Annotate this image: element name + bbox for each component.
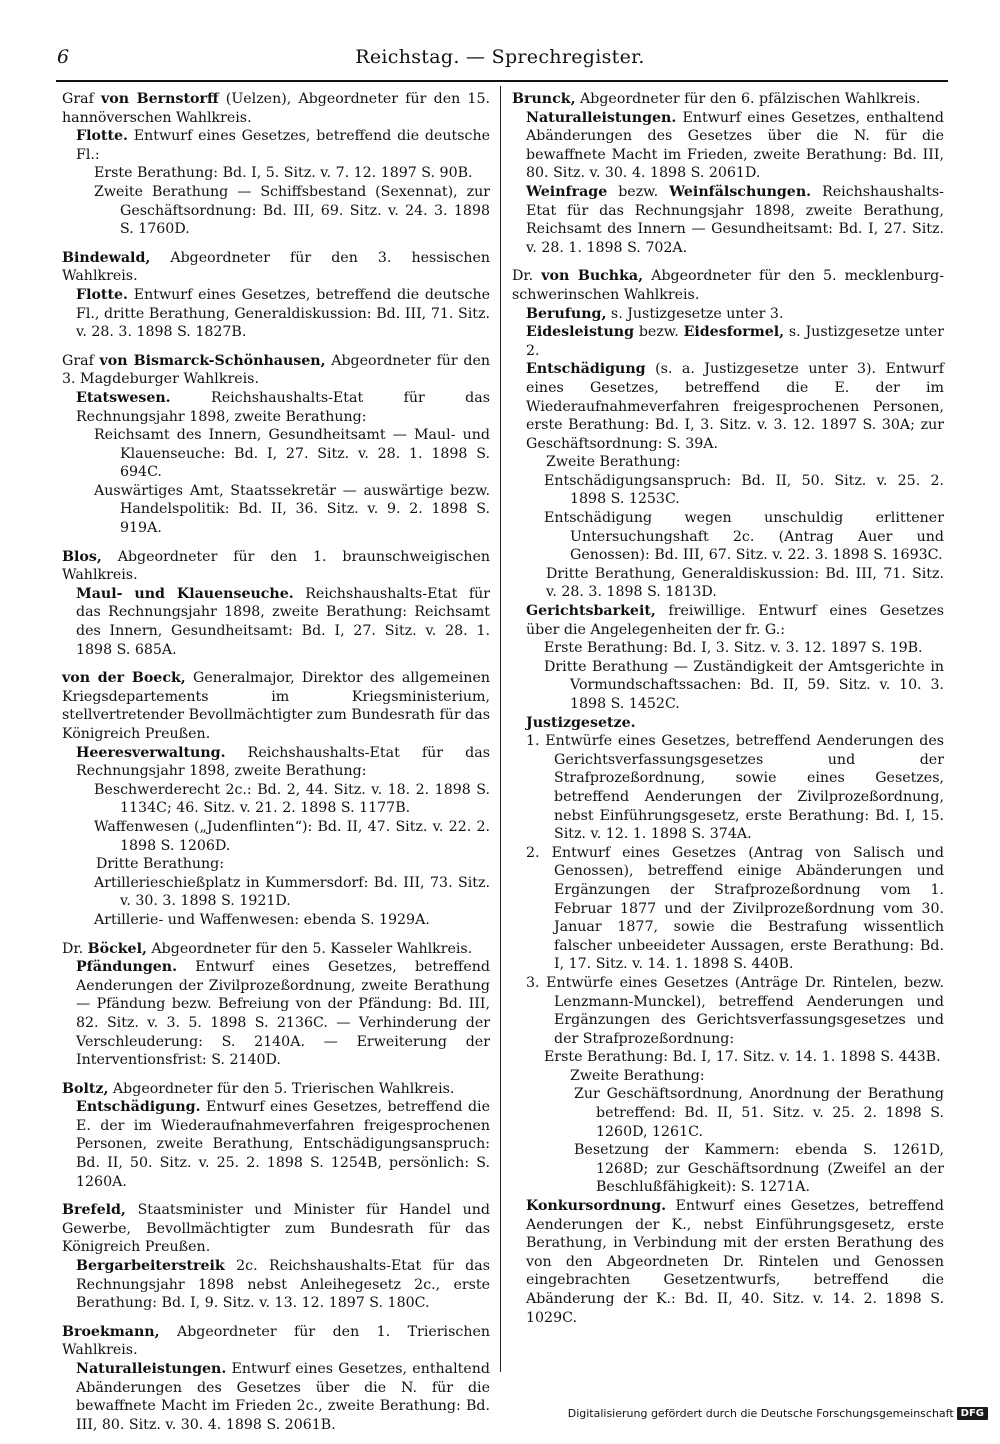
register-entry [512, 90, 944, 257]
entry-line [94, 164, 490, 183]
entry-heading [62, 352, 490, 389]
entry-text: Entschädigungsanspruch: Bd. II, 50. Sitz. v. 25. 2. 1898 S. 1253C. [544, 472, 944, 508]
entry-line [526, 974, 944, 1048]
register-entry [62, 1080, 490, 1192]
entry-text: Zweite Berathung: [546, 454, 681, 471]
entry-line [76, 958, 490, 1070]
subject-keyword: Entschädigung. [76, 1099, 201, 1116]
speaker-name: von Bismarck-Schönhausen, [99, 352, 326, 369]
entry-line [574, 1085, 944, 1141]
register-entry [62, 940, 490, 1070]
entry-line [76, 585, 490, 659]
entry-text: Abgeordneter für den 5. Trierischen Wahlkreis. [108, 1080, 455, 1097]
footer-text: Digitalisierung gefördert durch die Deutsche Forschungsgemeinschaft [567, 1407, 954, 1420]
entry-line [526, 714, 944, 733]
register-entry [62, 249, 490, 342]
entry-text: Abgeordneter für den 5. mecklenburg-schwerinschen Wahlkreis. [512, 268, 945, 303]
column-divider [500, 86, 501, 1372]
speaker-name: Broekmann, [62, 1323, 160, 1340]
entry-text: bezw. [634, 324, 684, 341]
entry-text: Reichsamt des Innern, Gesundheitsamt — Maul- und Klauenseuche: Bd. I, 27. Sitz. v. 28. 1. 1898 S. 694C. [94, 427, 490, 481]
entry-line [526, 732, 944, 844]
speaker-name: Blos, [62, 548, 102, 565]
entry-text: s. Justizgesetze unter 3. [606, 305, 784, 322]
entry-line [526, 844, 944, 974]
entry-text: Besetzung der Kammern: ebenda S. 1261D, 1268D; zur Geschäftsordnung (Zweifel an der Beschlußfähigkeit): S. 1271A. [574, 1142, 944, 1196]
entry-heading [62, 669, 490, 743]
speaker-name: Böckel, [87, 940, 147, 957]
entry-line [526, 602, 944, 639]
dfg-logo: DFG [957, 1407, 988, 1420]
subject-keyword: Pfändungen. [76, 959, 178, 976]
subject-keyword: Berufung, [526, 305, 607, 322]
entry-line [94, 426, 490, 482]
subject-keyword: Weinfälschungen. [669, 183, 812, 200]
entry-line [544, 472, 944, 509]
subject-keyword: Flotte. [76, 128, 128, 145]
page-number: 6 [57, 46, 70, 68]
entry-text: Dr. [62, 940, 88, 957]
entry-heading [62, 249, 490, 286]
entry-line [526, 183, 944, 257]
entry-heading [62, 1080, 490, 1099]
subject-keyword: Heeresverwaltung. [76, 744, 226, 761]
entry-text: s. Justizgesetze unter 2. [526, 324, 944, 359]
entry-text: Staatsminister und Minister für Handel und Gewerbe, Bevollmächtigter zum Bundesrath für das Königreich Preußen. [62, 1202, 490, 1256]
entry-text: Abgeordneter für den 1. braunschweigischen Wahlkreis. [62, 548, 490, 584]
entry-text: Artillerie- und Waffenwesen: ebenda S. 1929A. [94, 911, 430, 928]
footer [568, 1407, 988, 1420]
subject-keyword: Etatswesen. [76, 389, 171, 406]
entry-line [544, 1048, 944, 1067]
entry-line [76, 1360, 490, 1434]
entry-line [94, 874, 490, 911]
entry-text: Zweite Berathung — Schiffsbestand (Sexennat), zur Geschäftsordnung: Bd. III, 69. Sitz. v. 24. 3. 1898 S. 1760D. [94, 183, 490, 238]
entry-text: 2c. Reichshaushalts-Etat für das Rechnungsjahr 1898 nebst Anleihegesetz 2c., erste Berathung: Bd. I, 9. Sitz. v. 13. 12. 1897 S. 180C. [76, 1258, 490, 1312]
entry-heading [62, 90, 490, 127]
entry-line [570, 1067, 944, 1086]
entry-line [94, 183, 490, 239]
subject-keyword: Eidesleistung [526, 324, 635, 341]
entry-line [526, 1197, 944, 1327]
entry-heading [512, 90, 944, 109]
entry-text: Entschädigung wegen unschuldig erlittener Untersuchungshaft 2c. (Antrag Auer und Genossen): Bd. III, 67. Sitz. v. 22. 3. 1898 S. 1693C. [544, 510, 944, 564]
running-head: Reichstag. — Sprechregister. [355, 46, 645, 68]
subject-keyword: Justizgesetze. [526, 714, 636, 731]
subject-keyword: Konkursordnung. [526, 1198, 667, 1215]
entry-line [76, 1098, 490, 1191]
entry-text: (s. a. Justizgesetze unter 3). Entwurf eines Gesetzes, betreffend die E. der im Wiederaufnahmeverfahren freigesprochenen Personen, erste Berathung: Bd. I, 3. Sitz. v. 3. 12. 1897 S. 30A; zur Geschäftsordnung: S. 39A. [526, 361, 944, 452]
register-entry [62, 90, 490, 239]
speaker-name: Bindewald, [62, 249, 151, 266]
entry-line [526, 323, 944, 360]
entry-text: Entwurf eines Gesetzes, betreffend die deutsche Fl., dritte Berathung, Generaldiskussion: Bd. III, 71. Sitz. v. 28. 3. 1898 S. 1827B. [76, 286, 490, 341]
entry-line [76, 389, 490, 426]
subject-keyword: Bergarbeiterstreik [76, 1258, 225, 1275]
entry-text: Zur Geschäftsordnung, Anordnung der Berathung betreffend: Bd. II, 51. Sitz. v. 25. 2. 1898 S. 1260D, 1261C. [574, 1086, 944, 1140]
entry-heading [512, 267, 944, 304]
entry-text: Dritte Berathung — Zuständigkeit der Amtsgerichte in Vormundschaftssachen: Bd. II, 59. Sitz. v. 10. 3. 1898 S. 1452C. [544, 658, 944, 712]
subject-keyword: Maul- und Klauenseuche. [76, 585, 294, 602]
entry-line [544, 509, 944, 565]
entry-text: Generalmajor, Direktor des allgemeinen Kriegsdepartements im Kriegsministerium, stellvertretender Bevollmächtigter zum Bundesrath für das Königreich Preußen. [62, 670, 490, 742]
entry-heading [62, 1201, 490, 1257]
entry-text: bezw. [607, 183, 670, 200]
entry-line [96, 855, 490, 874]
entry-text: freiwillige. Entwurf eines Gesetzes über die Angelegenheiten der fr. G.: [526, 603, 944, 638]
entry-text: Graf [62, 91, 102, 107]
entry-text: Waffenwesen („Judenflinten“): Bd. II, 47. Sitz. v. 22. 2. 1898 S. 1206D. [94, 818, 490, 854]
entry-line [526, 360, 944, 453]
register-entry [62, 1323, 490, 1435]
entry-heading [62, 940, 490, 959]
entry-line [76, 127, 490, 164]
entry-heading [62, 548, 490, 585]
entry-text: Artillerieschießplatz in Kummersdorf: Bd. III, 73. Sitz. v. 30. 3. 1898 S. 1921D. [94, 874, 490, 910]
entry-text: Abgeordneter für den 3. Magdeburger Wahlkreis. [62, 352, 490, 388]
entry-line [94, 482, 490, 538]
entry-line [544, 639, 944, 658]
left-column [62, 90, 490, 1444]
speaker-name: Boltz, [62, 1080, 109, 1097]
register-entry [62, 352, 490, 538]
entry-text: Beschwerderecht 2c.: Bd. 2, 44. Sitz. v. 18. 2. 1898 S. 1134C; 46. Sitz. v. 21. 2. 1898 S. 1177B. [94, 781, 490, 817]
entry-text: Entwurf eines Gesetzes, betreffend Aenderungen der K., nebst Einführungsgesetz, erste Berathung, in Verbindung mit der ersten Berathung des von den Abgeordneten Dr. Rintelen und Genossen eingebrachten Gesetzentwurfs, betreffend die Abänderung der K.: Bd. II, 40. Sitz. v. 14. 2. 1898 S. 1029C. [526, 1198, 944, 1326]
entry-line [546, 565, 944, 602]
entry-text: 3. Entwürfe eines Gesetzes (Anträge Dr. Rintelen, bezw. Lenzmann-Munckel), betreffend Aenderungen und Ergänzungen des Gerichtsverfassungsgesetzes und der Strafprozeßordnung: [526, 974, 944, 1047]
entry-line [76, 1257, 490, 1313]
entry-line [526, 109, 944, 183]
register-entry [62, 1201, 490, 1313]
entry-text: 1. Entwürfe eines Gesetzes, betreffend Aenderungen des Gerichtsverfassungsgesetzes und der Strafprozeßordnung, sowie eines Gesetzes, betreffend Aenderungen der Zivilprozeßordnung, nebst Einführungsgesetz, erste Berathung: Bd. I, 15. Sitz. v. 12. 1. 1898 S. 374A. [526, 733, 944, 843]
entry-heading [62, 1323, 490, 1360]
entry-line [76, 286, 490, 342]
subject-keyword: Entschädigung [526, 361, 646, 378]
subject-keyword: Naturalleistungen. [76, 1361, 227, 1377]
entry-text: Abgeordneter für den 1. Trierischen Wahlkreis. [62, 1323, 490, 1359]
right-column [512, 90, 944, 1337]
entry-text: Entwurf eines Gesetzes, enthaltend Abänderungen des Gesetzes über die N. für die bewaffnete Macht im Frieden, zweite Berathung: Bd. III, 80. Sitz. v. 30. 4. 1898 S. 2061D. [526, 109, 944, 182]
entry-text: Erste Berathung: Bd. I, 5. Sitz. v. 7. 12. 1897 S. 90B. [94, 165, 473, 182]
entry-line [544, 658, 944, 714]
entry-line [94, 781, 490, 818]
entry-text: Reichshaushalts-Etat für das Rechnungsjahr 1898, zweite Berathung, Reichsamt des Innern — Gesundheitsamt: Bd. I, 27. Sitz. v. 28. 1. 1898 S. 702A. [526, 183, 944, 256]
entry-text: Entwurf eines Gesetzes, betreffend Aenderungen der Zivilprozeßordnung, zweite Berathung — Pfändung bezw. Befreiung von der Pfändung: Bd. III, 82. Sitz. v. 3. 5. 1898 S. 2136C. — Verhinderung der Verschleuderung: S. 2140A. — Erweiterung der Interventionsfrist: S. 2140D. [76, 959, 490, 1069]
speaker-name: Brunck, [512, 91, 576, 107]
entry-text: Abgeordneter für den 3. hessischen Wahlkreis. [62, 249, 490, 285]
entry-line [94, 911, 490, 930]
entry-line [526, 305, 944, 324]
entry-line [94, 818, 490, 855]
register-entry [512, 267, 944, 1327]
entry-text: 2. Entwurf eines Gesetzes (Antrag von Salisch und Genossen), betreffend einige Abänderungen und Ergänzungen der Strafprozeßordnung vom 1. Februar 1877 und der Zivilprozeßordnung vom 30. Januar 1877, sowie die Bestrafung wissentlich falscher unbeeideter Aussagen, erste Berathung: Bd. I, 17. Sitz. v. 14. 1. 1898 S. 440B. [526, 844, 944, 973]
entry-text: Abgeordneter für den 6. pfälzischen Wahlkreis. [575, 91, 921, 107]
entry-text: Zweite Berathung: [570, 1067, 705, 1084]
subject-keyword: Naturalleistungen. [526, 109, 677, 126]
entry-text: Dritte Berathung, Generaldiskussion: Bd. III, 71. Sitz. v. 28. 3. 1898 S. 1813D. [546, 565, 944, 601]
subject-keyword: Flotte. [76, 286, 128, 303]
entry-text: Reichshaushalts-Etat für das Rechnungsjahr 1898, zweite Berathung: Reichsamt des Innern, Gesundheitsamt: Bd. I, 27. Sitz. v. 28. 1. 1898 S. 685A. [76, 585, 490, 658]
register-entry [62, 548, 490, 660]
entry-text: Dr. [512, 268, 542, 285]
subject-keyword: Weinfrage [526, 183, 608, 200]
entry-text: Reichshaushalts-Etat für das Rechnungsjahr 1898, zweite Berathung: [76, 744, 490, 780]
speaker-name: Brefeld, [62, 1202, 126, 1219]
entry-line [76, 744, 490, 781]
entry-text: (Uelzen), Abgeordneter für den 15. hannöverschen Wahlkreis. [62, 91, 490, 126]
subject-keyword: Gerichtsbarkeit, [526, 603, 656, 620]
entry-text: Entwurf eines Gesetzes, enthaltend Abänderungen des Gesetzes über die N. für die bewaffnete Macht im Frieden 2c., zweite Berathung: Bd. III, 80. Sitz. v. 30. 4. 1898 S. 2061B. [76, 1361, 490, 1433]
entry-text: Reichshaushalts-Etat für das Rechnungsjahr 1898, zweite Berathung: [76, 389, 490, 425]
speaker-name: von Buchka, [541, 268, 644, 285]
speaker-name: von Bernstorff [101, 91, 219, 107]
entry-text: Auswärtiges Amt, Staatssekretär — auswärtige bezw. Handelspolitik: Bd. II, 36. Sitz. v. 9. 2. 1898 S. 919A. [94, 482, 490, 537]
entry-text: Entwurf eines Gesetzes, betreffend die E. der im Wiederaufnahmeverfahren freigesprochenen Personen, zweite Berathung, Entschädigungsanspruch: Bd. II, 50. Sitz. v. 25. 2. 1898 S. 1254B, persönlich: S. 1260A. [76, 1099, 490, 1190]
entry-line [546, 453, 944, 472]
header-rule [56, 80, 948, 82]
entry-text: Dritte Berathung: [96, 856, 225, 873]
entry-text: Graf [62, 352, 100, 369]
entry-text: Abgeordneter für den 5. Kasseler Wahlkreis. [146, 940, 473, 957]
entry-text: Entwurf eines Gesetzes, betreffend die deutsche Fl.: [76, 128, 490, 163]
entry-text: Erste Berathung: Bd. I, 3. Sitz. v. 3. 12. 1897 S. 19B. [544, 640, 923, 657]
speaker-name: von der Boeck, [62, 670, 186, 687]
entry-line [574, 1141, 944, 1197]
entry-text: Erste Berathung: Bd. I, 17. Sitz. v. 14. 1. 1898 S. 443B. [544, 1049, 941, 1066]
subject-keyword: Eidesformel, [683, 324, 785, 341]
register-entry [62, 669, 490, 929]
